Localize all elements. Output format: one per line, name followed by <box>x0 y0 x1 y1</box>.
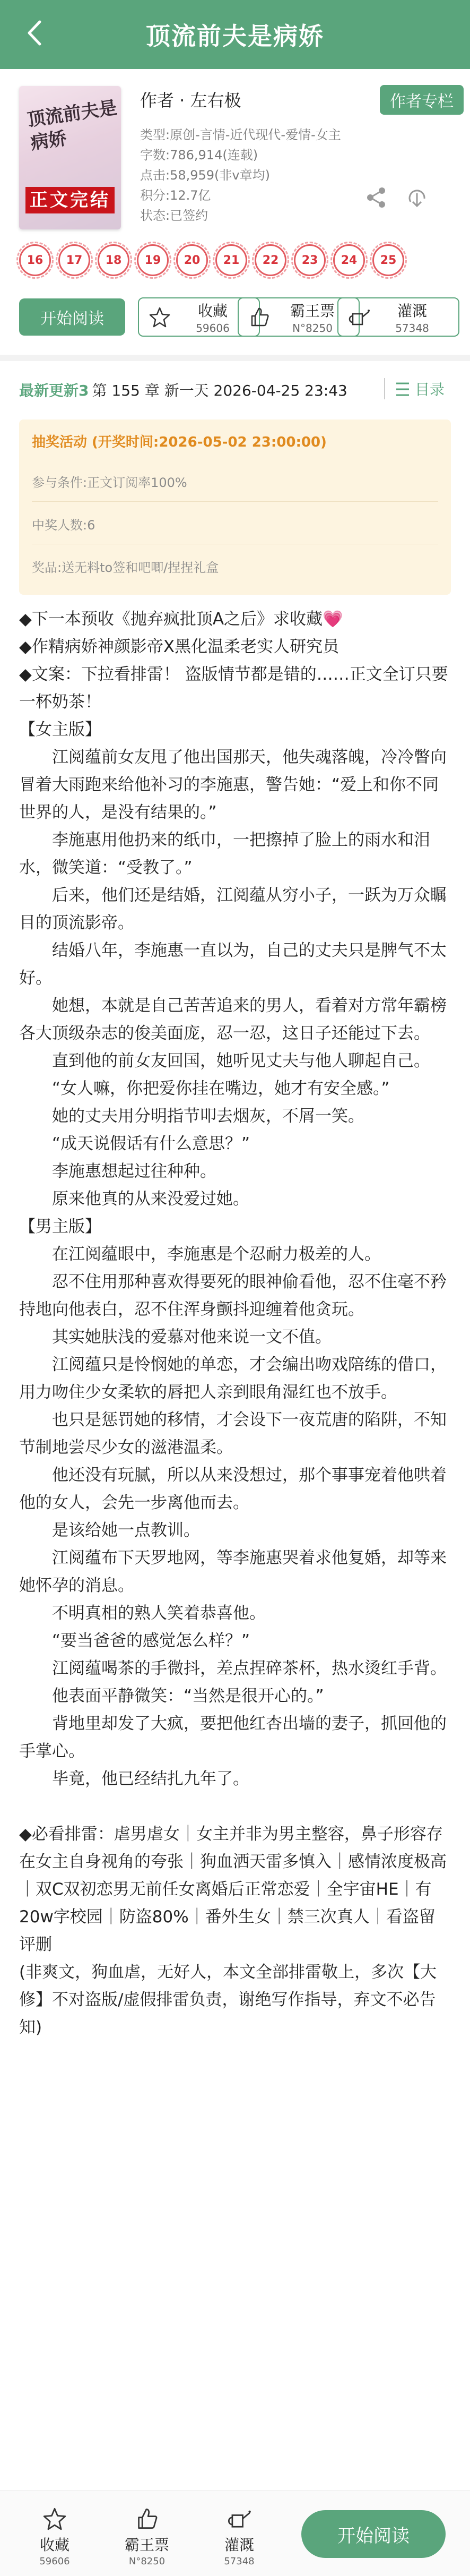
medal-badge[interactable]: 16 <box>19 244 51 276</box>
paragraph: 他表面平静微笑：“当然是很开心的。” <box>52 1687 324 1706</box>
lottery-box <box>19 420 451 595</box>
book-clicks: 点击:58,959(非v章均) <box>140 168 270 183</box>
action-row <box>19 295 459 338</box>
paragraph: 李施惠用他扔来的纸巾，一把擦掉了脸上的雨水和泪水，微笑道：“受教了。” <box>19 831 430 877</box>
paragraph: 其实她肤浅的爱慕对他来说一文不值。 <box>52 1328 332 1347</box>
bottom-collect-button[interactable] <box>15 2506 94 2567</box>
lottery-winners: 中奖人数:6 <box>32 518 95 533</box>
bawang-label: 霸王票 <box>290 302 335 320</box>
irrigate-count: 57348 <box>395 322 429 335</box>
lottery-divider <box>32 501 438 502</box>
paragraph: 后来，他们还是结婚，江阅蕴从穷小子，一跃为万众瞩目的顶流影帝。 <box>19 886 447 932</box>
latest-update[interactable] <box>19 375 451 405</box>
author-column-button[interactable]: 作者专栏 <box>380 85 464 115</box>
irrigate-label: 灌溉 <box>397 302 427 320</box>
bottom-irrigate-label: 灌溉 <box>224 2536 254 2554</box>
section-heading: 【男主版】 <box>19 1217 101 1236</box>
paragraph: 是该给她一点教训。 <box>52 1521 200 1540</box>
section-divider <box>0 355 470 361</box>
bawang-count: N°8250 <box>292 322 333 335</box>
share-icon[interactable] <box>365 186 388 209</box>
medal-badge[interactable]: 18 <box>98 244 129 276</box>
spacer <box>19 1793 451 1820</box>
star-icon <box>146 304 173 330</box>
book-points: 积分:12.7亿 <box>140 188 211 203</box>
paragraph: 江阅蕴只是怜悯她的单恋，才会编出吻戏陪练的借口，用力吻住少女柔软的唇把人亲到眼角湿红也不放手。 <box>19 1355 447 1402</box>
medal-badge[interactable]: 20 <box>176 244 208 276</box>
bottom-collect-count: 59606 <box>39 2556 70 2567</box>
warning-note: (非爽文，狗血虐，无好人，本文全部排雷敬上，多次【大修】不对盗版/虚假排雷负责，谢绝写作指导，弃文不必告知) <box>19 1963 437 2037</box>
paragraph: 他还没有玩腻，所以从来没想过，那个事事宠着他哄着他的女人，会先一步离他而去。 <box>19 1466 447 1512</box>
bottom-bawang-label: 霸王票 <box>124 2536 169 2554</box>
book-info <box>0 69 470 239</box>
paragraph: 直到他的前女友回国，她听见丈夫与他人聊起自己。 <box>52 1051 430 1071</box>
book-words: 字数:786,914(连载) <box>140 148 258 162</box>
bottom-bar <box>0 2491 470 2576</box>
tagline: ◆作精病娇神颜影帝X黑化温柔老实人研究员 <box>19 637 340 656</box>
medal-badge[interactable]: 17 <box>58 244 90 276</box>
watering-can-icon <box>227 2506 252 2531</box>
author-name[interactable]: 作者 · 左右极 <box>140 90 241 110</box>
thumbs-up-icon <box>134 2506 160 2531</box>
paragraph: 不明真相的熟人笑着恭喜他。 <box>52 1604 266 1623</box>
irrigate-button[interactable] <box>337 297 459 337</box>
paragraph: 李施惠想起过往种种。 <box>52 1162 216 1181</box>
bottom-start-reading-button[interactable]: 开始阅读 <box>301 2510 446 2558</box>
lottery-prize: 奖品:送无料to签和吧唧/捏捏礼盒 <box>32 560 219 575</box>
back-button[interactable] <box>18 17 50 49</box>
paragraph: 背地里却发了大疯，要把他红杏出墙的妻子，抓回他的手掌心。 <box>19 1714 447 1761</box>
cover-title: 顶流前夫是病娇 <box>26 97 118 154</box>
page-title: 顶流前夫是病娇 <box>146 22 324 50</box>
chevron-left-icon <box>25 20 43 46</box>
bottom-irrigate-button[interactable] <box>199 2506 279 2567</box>
latest-chapter[interactable]: 第 155 章 新一天 2026-04-25 23:43 <box>92 382 347 399</box>
list-icon[interactable] <box>395 379 411 399</box>
medal-badge[interactable]: 23 <box>294 244 326 276</box>
medal-badge[interactable]: 25 <box>372 244 404 276</box>
paragraph: 江阅蕴前女友甩了他出国那天，他失魂落魄，冷冷瞥向冒着大雨跑来给他补习的李施惠，警告她：“爱上和你不同世界的人，是没有结果的。” <box>19 748 447 822</box>
medal-badges <box>19 244 459 278</box>
paragraph: 也只是惩罚她的移情，才会设下一夜荒唐的陷阱，不知节制地尝尽少女的滋港温柔。 <box>19 1410 447 1457</box>
collect-label: 收藏 <box>197 302 228 320</box>
paragraph: 在江阅蕴眼中，李施惠是个忍耐力极差的人。 <box>52 1245 381 1264</box>
medal-badge[interactable]: 24 <box>333 244 365 276</box>
paragraph: 她的丈夫用分明指节叩去烟灰，不屑一笑。 <box>52 1107 364 1126</box>
paragraph: 江阅蕴布下天罗地网，等李施惠哭着求他复婚，却等来她怀孕的消息。 <box>19 1548 447 1595</box>
book-category: 类型:原创-言情-近代现代-爱情-女主 <box>140 127 341 142</box>
start-reading-button[interactable]: 开始阅读 <box>19 298 125 336</box>
finished-stamp: 正文完结 <box>25 187 115 213</box>
book-status: 状态:已签约 <box>140 208 208 223</box>
paragraph: 结婚八年，李施惠一直以为，自己的丈夫只是脾气不太好。 <box>19 941 447 988</box>
synopsis-intro: ◆文案：下拉看排雷！ 盗版情节都是错的……正文全订只要一杯奶茶！ <box>19 665 448 712</box>
top-bar <box>0 0 470 69</box>
paragraph: 忍不住用那种喜欢得要死的眼神偷看他，忍不住毫不矜持地向他表白，忍不住浑身颤抖迎缠着他贪玩。 <box>19 1272 447 1319</box>
star-icon <box>42 2506 67 2531</box>
watering-can-icon <box>346 304 372 330</box>
section-heading: 【女主版】 <box>19 720 101 739</box>
medal-badge[interactable]: 19 <box>137 244 169 276</box>
book-cover[interactable] <box>19 86 121 229</box>
warning-line: ◆必看排雷：虐男虐女｜女主并非为男主整容，鼻子形容存在女主自身视角的夸张｜狗血洒天雷多慎入｜感情浓度极高｜双C双初恋男无前任女离婚后正常恋爱｜全宇宙HE｜有20w字校园｜防盗80%｜番外生女｜禁三次真人｜看盗留评删 <box>19 1825 447 1954</box>
medal-badge[interactable]: 22 <box>255 244 286 276</box>
lottery-title: 抽奖活动 (开奖时间:2026-05-02 23:00:00) <box>32 434 327 450</box>
paragraph: “成天说假话有什么意思？” <box>52 1134 250 1153</box>
thumbs-up-icon <box>246 304 273 330</box>
bottom-collect-label: 收藏 <box>39 2536 69 2554</box>
bottom-bawang-count: N°8250 <box>128 2556 166 2567</box>
medal-badge[interactable]: 21 <box>215 244 247 276</box>
bottom-bawang-button[interactable] <box>107 2506 187 2567</box>
paragraph: 原来他真的从来没爱过她。 <box>52 1189 249 1209</box>
paragraph: “女人嘛，你把爱你挂在嘴边，她才有安全感。” <box>52 1079 390 1098</box>
preorder-line: ◆下一本预收《抛弃疯批顶A之后》求收藏💗 <box>19 610 343 629</box>
paragraph: 江阅蕴喝茶的手微抖，差点捏碎茶杯，热水烫红手背。 <box>52 1659 447 1678</box>
vertical-divider <box>384 378 385 399</box>
collect-count: 59606 <box>196 322 230 335</box>
bottom-irrigate-count: 57348 <box>224 2556 255 2567</box>
paragraph: “要当爸爸的感觉怎么样？” <box>52 1631 250 1650</box>
paragraph: 毕竟，他已经结扎九年了。 <box>52 1769 249 1788</box>
paragraph: 她想，本就是自己苦苦追来的男人，看着对方常年霸榜各大顶级杂志的俊美面庞，忍一忍，这日子还能过下去。 <box>19 996 447 1043</box>
latest-tag: 最新更新3 <box>19 382 89 399</box>
directory-link[interactable]: 目录 <box>415 381 445 398</box>
heart-icon: 💗 <box>323 610 343 629</box>
lottery-condition: 参与条件:正文订阅率100% <box>32 475 187 490</box>
book-synopsis <box>19 605 451 2041</box>
download-icon[interactable] <box>403 183 431 210</box>
